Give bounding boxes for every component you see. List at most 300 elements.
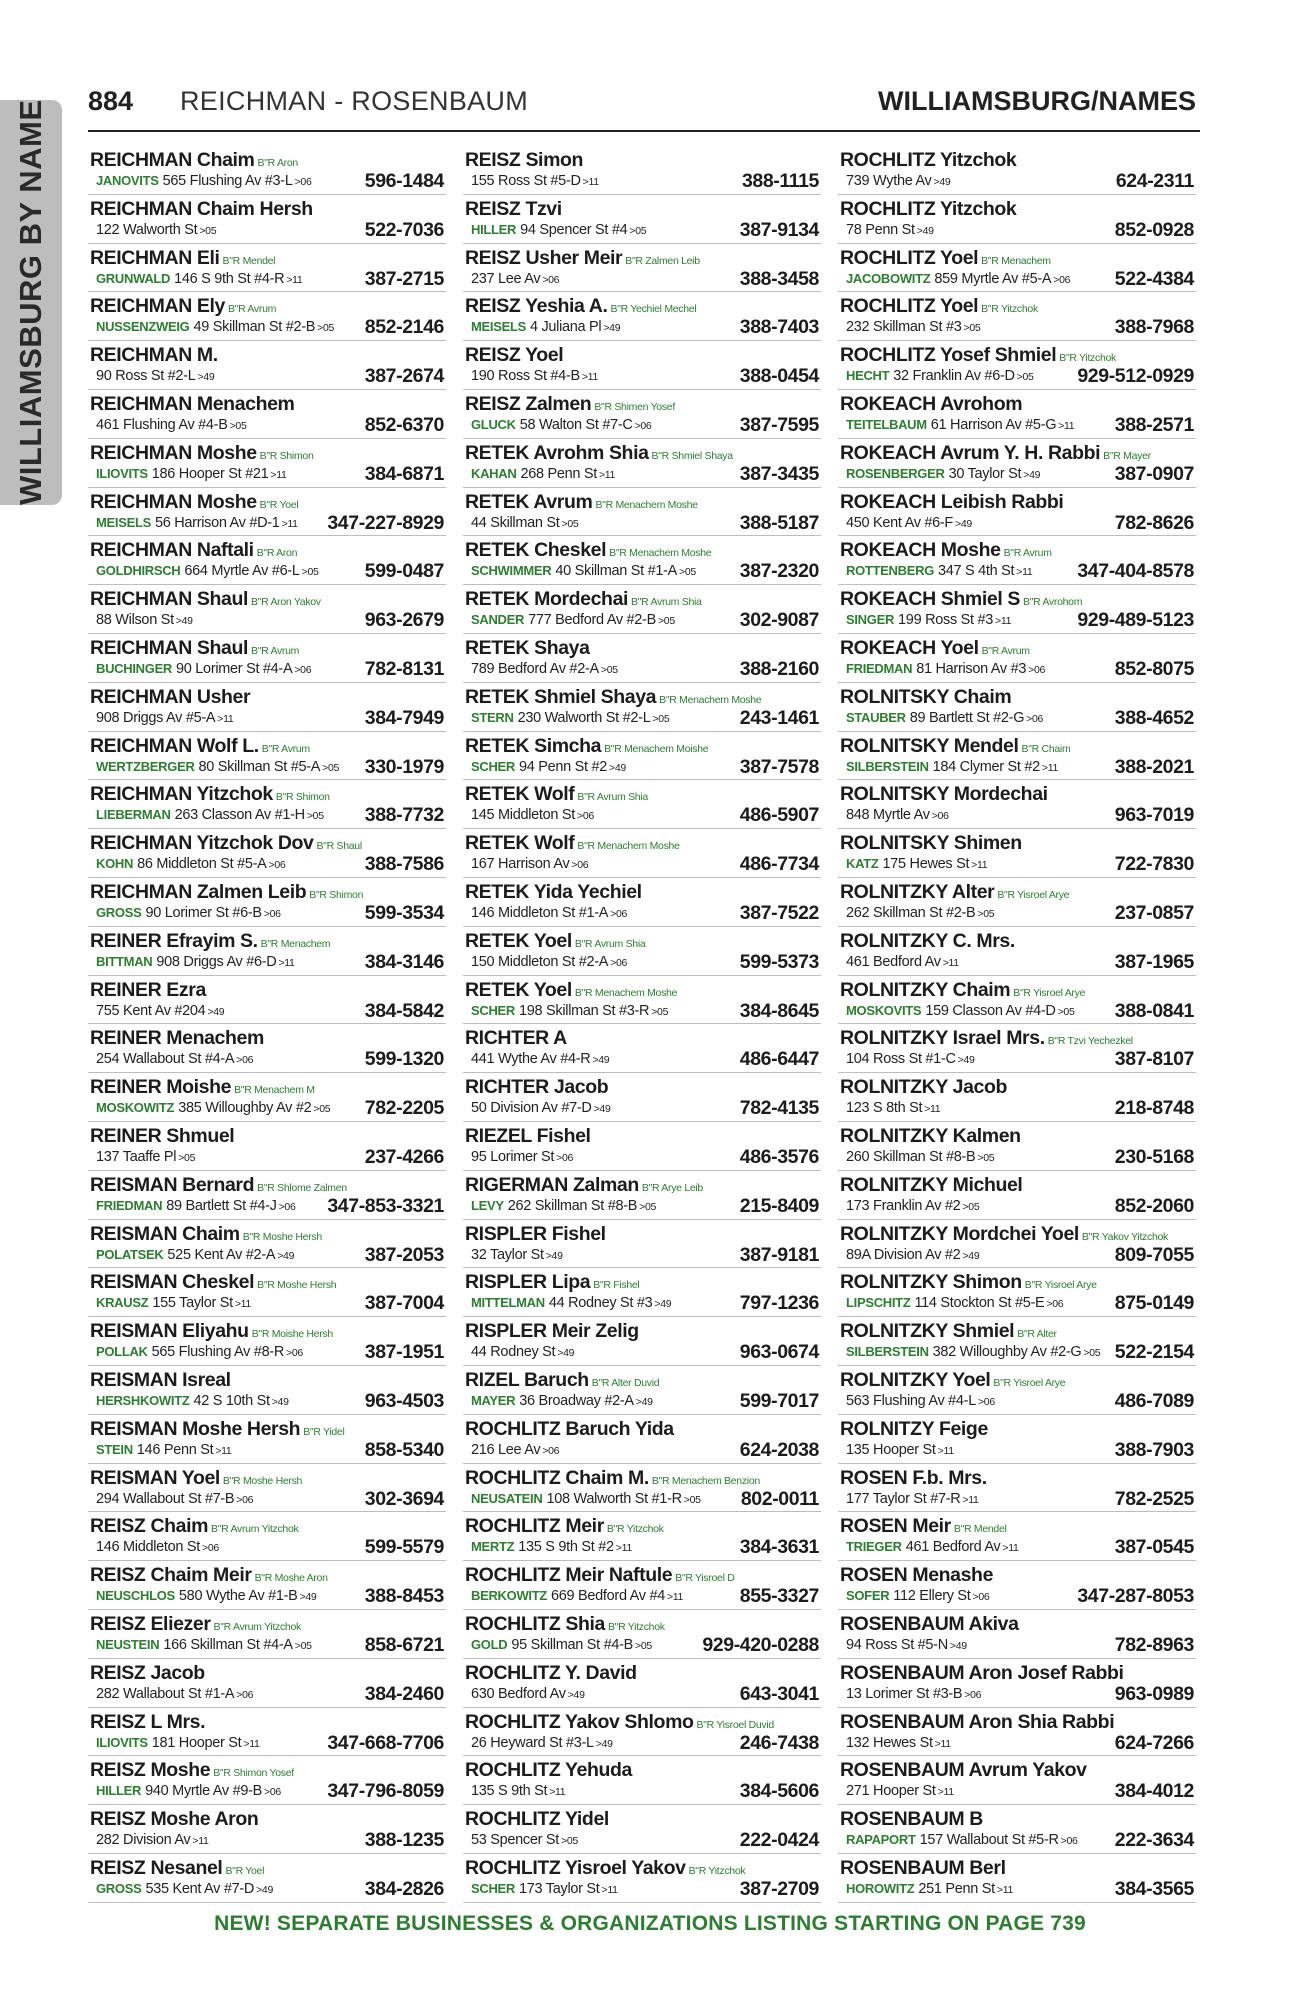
entry-address-line — [96, 1879, 273, 1900]
entry-name: ROSENBAUM Berl — [840, 1856, 1006, 1879]
listing-entry — [463, 634, 821, 683]
entry-alt-surname: MOSKOWITZ — [96, 1100, 175, 1116]
entry-name: ROCHLITZ Yidel — [465, 1808, 609, 1831]
entry-address-line — [846, 757, 1058, 778]
entry-address-line — [471, 269, 559, 290]
column-2 — [463, 146, 821, 1903]
entry-address: 271 Hooper St — [846, 1783, 936, 1800]
entry-name: ROKEACH Avrum Y. H. Rabbi — [840, 441, 1101, 464]
entry-name: ROCHLITZ Yoel — [840, 246, 979, 269]
entry-phone: 486-7089 — [1114, 1389, 1194, 1412]
entry-phone: 388-5187 — [739, 511, 819, 534]
entry-father: B"R Avrum — [1003, 547, 1052, 560]
entry-address: 132 Hewes St — [846, 1734, 933, 1751]
listing-entry — [88, 341, 446, 390]
entry-father: B"R Yisroel Arye — [1013, 986, 1086, 999]
entry-address: 777 Bedford Av #2-B — [528, 612, 656, 629]
entry-address-line — [471, 415, 651, 436]
entry-phone: 387-8107 — [1114, 1048, 1194, 1071]
entry-zip: >49 — [957, 1054, 975, 1067]
entry-address-line — [96, 1293, 251, 1314]
entry-address: 26 Heyward St #3-L — [471, 1734, 594, 1751]
entry-name: REISZ Tzvi — [465, 197, 562, 220]
entry-address-line — [846, 1049, 975, 1070]
entry-phone: 387-1965 — [1114, 950, 1194, 973]
entry-alt-surname: ILIOVITS — [96, 1734, 148, 1750]
entry-address-line — [846, 1293, 1063, 1314]
entry-name: ROCHLITZ Meir Naftule — [465, 1564, 673, 1587]
entry-address: 262 Skillman St #8-B — [507, 1197, 638, 1214]
entry-father: B"R Tzvi Yechezkel — [1047, 1035, 1133, 1048]
entry-phone: 347-668-7706 — [327, 1731, 444, 1754]
entry-phone: 388-7903 — [1114, 1438, 1194, 1461]
entry-alt-surname: RAPAPORT — [846, 1832, 916, 1848]
listing-entry — [838, 439, 1196, 488]
entry-zip: >05 — [294, 1639, 312, 1652]
entry-zip: >11 — [937, 1444, 954, 1457]
page-number: 884 — [88, 86, 134, 116]
entry-address-line — [846, 805, 949, 826]
entry-name: ROCHLITZ Yehuda — [465, 1759, 632, 1782]
entry-father: B"R Shimon — [259, 449, 314, 462]
entry-zip: >49 — [609, 761, 626, 774]
entry-name: REISZ L Mrs. — [90, 1710, 206, 1733]
entry-name: ROSENBAUM Avrum Yakov — [840, 1759, 1087, 1782]
entry-address-line — [471, 1001, 668, 1022]
entry-address-line — [846, 1001, 1075, 1022]
entry-address: 90 Lorimer St #4-A — [176, 660, 293, 677]
entry-zip: >05 — [301, 566, 319, 579]
entry-father: B"R Mendel — [953, 1523, 1007, 1536]
entry-alt-surname: HOROWITZ — [846, 1880, 915, 1896]
entry-name: ROLNITZKY C. Mrs. — [840, 929, 1015, 952]
entry-father: B"R Aron Yakov — [251, 596, 321, 609]
listing-entry — [463, 1024, 821, 1073]
listing-entry — [88, 390, 446, 439]
entry-address-line — [96, 1196, 296, 1217]
entry-father: B"R Shimon — [309, 888, 364, 901]
listing-entry — [88, 146, 446, 195]
entry-address: 441 Wythe Av #4-R — [471, 1051, 591, 1068]
listing-entry — [838, 536, 1196, 585]
entry-zip: >06 — [571, 859, 589, 872]
entry-address-line — [846, 171, 950, 192]
listing-entry — [838, 1024, 1196, 1073]
entry-address-line — [96, 366, 214, 387]
entry-phone: 215-8409 — [739, 1194, 819, 1217]
listing-entry — [838, 1171, 1196, 1220]
listing-entry — [838, 488, 1196, 537]
entry-name: ROCHLITZ Shia — [465, 1612, 605, 1635]
listing-entry — [88, 976, 446, 1025]
entry-alt-surname: MEISELS — [96, 514, 151, 530]
entry-name: REICHMAN Zalmen Leib — [90, 880, 307, 903]
listing-entry — [88, 1268, 446, 1317]
entry-address: 232 Skillman St #3 — [846, 319, 962, 336]
entry-zip: >05 — [679, 566, 696, 579]
listing-entry — [463, 1659, 821, 1708]
entry-phone: 387-9134 — [739, 218, 819, 241]
entry-father: B"R Moshe Aron — [254, 1572, 328, 1585]
entry-alt-surname: LIPSCHITZ — [846, 1295, 911, 1311]
listing-entry — [463, 1561, 821, 1610]
entry-father: B"R Yakov Yitzchok — [1081, 1230, 1168, 1243]
entry-phone: 875-0149 — [1114, 1292, 1194, 1315]
entry-address-line — [846, 1098, 940, 1119]
entry-alt-surname: TEITELBAUM — [846, 416, 927, 432]
entry-phone: 387-0907 — [1114, 462, 1194, 485]
listing-entry — [88, 1708, 446, 1757]
entry-name: REISMAN Isreal — [90, 1368, 231, 1391]
entry-address: 385 Willoughby Av #2 — [178, 1100, 312, 1117]
listing-entry — [463, 1122, 821, 1171]
entry-address-line — [96, 708, 233, 729]
entry-zip: >49 — [592, 1054, 610, 1067]
entry-phone: 929-489-5123 — [1077, 609, 1194, 632]
entry-phone: 387-2320 — [739, 560, 819, 583]
entry-father: B"R Aron — [257, 157, 298, 169]
entry-zip: >11 — [995, 615, 1012, 628]
listing-entry — [838, 585, 1196, 634]
listing-entry — [838, 292, 1196, 341]
entry-phone: 797-1236 — [739, 1292, 819, 1315]
entry-zip: >05 — [651, 1005, 669, 1018]
entry-zip: >49 — [271, 1395, 289, 1408]
entry-name: REISZ Nesanel — [90, 1856, 223, 1879]
entry-phone: 387-2674 — [364, 365, 444, 388]
entry-zip: >05 — [561, 1835, 578, 1848]
listing-entry — [88, 780, 446, 829]
entry-phone: 782-8963 — [1114, 1633, 1194, 1656]
entry-phone: 599-5579 — [364, 1536, 444, 1559]
listing-entry — [88, 488, 446, 537]
entry-address: 282 Division Av — [96, 1832, 191, 1849]
entry-phone: 782-2205 — [364, 1097, 444, 1120]
entry-address-line — [96, 610, 193, 631]
listing-entry — [838, 1659, 1196, 1708]
entry-zip: >11 — [598, 468, 616, 481]
listing-entry — [463, 1854, 821, 1903]
entry-name: ROSENBAUM Aron Shia Rabbi — [840, 1710, 1115, 1733]
entry-zip: >06 — [1028, 663, 1046, 676]
entry-address-line — [471, 1781, 565, 1802]
entry-name: REISZ Usher Meir — [465, 246, 623, 269]
listing-entry — [838, 244, 1196, 293]
entry-alt-surname: STEIN — [96, 1441, 133, 1457]
entry-name: ROSEN Meir — [840, 1515, 951, 1538]
entry-name: ROLNITZY Feige — [840, 1417, 988, 1440]
entry-name: ROSEN Menashe — [840, 1564, 994, 1587]
entry-address: 89 Bartlett St #4-J — [166, 1197, 277, 1214]
entry-zip: >11 — [1041, 761, 1059, 774]
entry-address: 859 Myrtle Av #5-A — [934, 270, 1052, 287]
entry-phone: 802-0011 — [740, 1487, 819, 1510]
entry-father: B"R Moshe Hersh — [242, 1230, 322, 1243]
entry-phone: 486-5907 — [739, 804, 819, 827]
entry-father: B"R Shimen Yosef — [594, 400, 675, 413]
entry-address-line — [96, 1684, 253, 1705]
entry-alt-surname: MEISELS — [471, 319, 526, 335]
listing-entry — [88, 1415, 446, 1464]
listing-entry — [838, 1756, 1196, 1805]
listing-entry — [838, 1317, 1196, 1366]
entry-address: 13 Lorimer St #3-B — [846, 1685, 963, 1702]
entry-phone: 599-0487 — [364, 560, 444, 583]
entry-address: 150 Middleton St #2-A — [471, 953, 609, 970]
entry-address-line — [96, 220, 216, 241]
entry-father: B"R Yitzchok — [606, 1523, 664, 1536]
entry-zip: >06 — [634, 419, 652, 432]
entry-name: ROKEACH Leibish Rabbi — [840, 490, 1064, 513]
entry-alt-surname: MITTELMAN — [471, 1295, 545, 1311]
entry-address-line — [96, 1147, 195, 1168]
entry-father: B"R Shlome Zalmen — [257, 1181, 347, 1194]
entry-zip: >05 — [977, 1151, 995, 1164]
listing-entry — [838, 341, 1196, 390]
name-range: REICHMAN - ROSENBAUM — [180, 86, 529, 116]
entry-name: REINER Shmuel — [90, 1124, 235, 1147]
entry-address: 664 Myrtle Av #6-L — [184, 563, 300, 580]
entry-address: 94 Ross St #5-N — [846, 1636, 948, 1653]
entry-zip: >11 — [615, 1542, 632, 1555]
entry-phone: 384-3631 — [739, 1536, 819, 1559]
entry-address-line — [471, 610, 675, 631]
entry-address-line — [846, 1147, 994, 1168]
entry-zip: >49 — [175, 615, 193, 628]
entry-name: ROCHLITZ Yosef Shmiel — [840, 344, 1057, 367]
entry-father: B"R Avrum — [251, 644, 300, 657]
entry-phone: 624-2038 — [739, 1438, 819, 1461]
listing-entry — [838, 390, 1196, 439]
entry-address: 262 Skillman St #2-B — [846, 904, 976, 921]
entry-name: RIEZEL Fishel — [465, 1124, 591, 1147]
listing-entry — [838, 1415, 1196, 1464]
entry-zip: >11 — [286, 273, 303, 286]
entry-address: 44 Skillman St — [471, 514, 560, 531]
entry-phone: 522-4384 — [1114, 267, 1194, 290]
entry-alt-surname: NEUSATEIN — [471, 1490, 543, 1506]
entry-phone: 522-2154 — [1114, 1341, 1194, 1364]
listing-entry — [463, 390, 821, 439]
entry-address: 347 S 4th St — [938, 563, 1015, 580]
entry-name: RETEK Shaya — [465, 636, 590, 659]
entry-zip: >49 — [593, 1103, 611, 1116]
entry-name: RETEK Avrohm Shia — [465, 441, 649, 464]
listing-entry — [838, 195, 1196, 244]
entry-alt-surname: ROSENBERGER — [846, 465, 945, 481]
listing-entry — [463, 1464, 821, 1513]
entry-father: B"R Menachem Moshe — [595, 498, 698, 511]
entry-phone: 347-796-8059 — [327, 1780, 444, 1803]
entry-name: REICHMAN Wolf L. — [90, 734, 259, 757]
entry-name: REICHMAN Shaul — [90, 588, 248, 611]
entry-alt-surname: KOHN — [96, 856, 134, 872]
entry-phone: 302-9087 — [739, 609, 819, 632]
entry-name: REISZ Yoel — [465, 344, 564, 367]
entry-address: 88 Wilson St — [96, 612, 174, 629]
entry-alt-surname: MAYER — [471, 1392, 516, 1408]
listing-entry — [838, 683, 1196, 732]
entry-zip: >11 — [666, 1591, 684, 1604]
entry-address: 32 Taylor St — [471, 1246, 544, 1263]
entry-name: RISPLER Meir Zelig — [465, 1320, 639, 1343]
entry-phone: 599-5373 — [739, 950, 819, 973]
entry-zip: >05 — [306, 810, 324, 823]
entry-address: 95 Lorimer St — [471, 1148, 555, 1165]
entry-phone: 809-7055 — [1114, 1243, 1194, 1266]
entry-phone: 486-3576 — [739, 1145, 819, 1168]
entry-zip: >06 — [542, 273, 560, 286]
entry-address-line — [471, 1879, 618, 1900]
entry-father: B"R Fishel — [593, 1279, 640, 1292]
listing-entry — [88, 292, 446, 341]
entry-name: ROLNITZKY Mordchei Yoel — [840, 1222, 1079, 1245]
entry-phone: 963-0989 — [1114, 1682, 1194, 1705]
listing-entry — [88, 1366, 446, 1415]
entry-zip: >06 — [542, 1444, 560, 1457]
entry-phone: 852-0928 — [1114, 218, 1194, 241]
entry-zip: >05 — [561, 517, 579, 530]
entry-name: REISZ Moshe — [90, 1759, 211, 1782]
entry-address-line — [96, 903, 281, 924]
entry-zip: >49 — [256, 1883, 273, 1896]
entry-address-line — [96, 1733, 260, 1754]
listing-entry — [88, 195, 446, 244]
entry-phone: 384-2826 — [364, 1877, 444, 1900]
entry-zip: >06 — [1053, 273, 1071, 286]
listing-entry — [838, 1268, 1196, 1317]
entry-address: 44 Rodney St #3 — [548, 1295, 653, 1312]
entry-phone: 522-7036 — [364, 218, 444, 241]
entry-address: 167 Harrison Av — [471, 856, 570, 873]
entry-zip: >05 — [1057, 1005, 1075, 1018]
entry-phone: 384-5842 — [364, 999, 444, 1022]
entry-address-line — [471, 1537, 632, 1558]
entry-address-line — [471, 1196, 656, 1217]
entry-name: ROSENBAUM B — [840, 1808, 983, 1831]
entry-phone: 858-6721 — [364, 1633, 444, 1656]
listing-entry — [838, 829, 1196, 878]
entry-father: B"R Avrum — [227, 303, 277, 316]
entry-father: B"R Yisroel D — [675, 1572, 735, 1585]
entry-name: REICHMAN Moshe — [90, 441, 257, 464]
entry-zip: >06 — [294, 176, 312, 188]
entry-address: 104 Ross St #1-C — [846, 1051, 956, 1068]
entry-phone: 384-4012 — [1114, 1780, 1194, 1803]
entry-address: 94 Penn St #2 — [519, 758, 608, 775]
listing-entry — [463, 439, 821, 488]
entry-name: ROKEACH Avrohom — [840, 392, 1023, 415]
entry-father: B"R Menachem Moishe — [604, 742, 709, 755]
entry-father: B"R Mendel — [222, 254, 276, 267]
entry-phone: 387-0545 — [1114, 1536, 1194, 1559]
entry-father: B"R Yoel — [259, 498, 299, 511]
listing-entry — [838, 878, 1196, 927]
entry-father: B"R Yitzchok — [688, 1864, 746, 1877]
listing-entry — [88, 1464, 446, 1513]
entry-address-line — [96, 1489, 253, 1510]
entry-address: 216 Lee Av — [471, 1441, 541, 1458]
entry-alt-surname: SOFER — [846, 1588, 890, 1604]
entry-zip: >05 — [1016, 371, 1034, 384]
entry-address-line — [846, 708, 1043, 729]
entry-alt-surname: SCHER — [471, 1880, 516, 1896]
entry-address-line — [846, 561, 1032, 582]
entry-address-line — [471, 1586, 683, 1607]
listing-entry — [463, 1415, 821, 1464]
entry-alt-surname: STERN — [471, 709, 514, 725]
entry-address-line — [471, 1733, 613, 1754]
entry-zip: >49 — [933, 176, 951, 188]
listing-entry — [838, 976, 1196, 1025]
listing-entry — [88, 585, 446, 634]
entry-alt-surname: KAHAN — [471, 465, 517, 481]
entry-address: 177 Taylor St #7-R — [846, 1490, 961, 1507]
entry-alt-surname: MOSKOVITS — [846, 1002, 922, 1018]
entry-address-line — [471, 1342, 574, 1363]
entry-name: REICHMAN Chaim — [90, 149, 255, 171]
entry-address: 145 Middleton St — [471, 807, 576, 824]
entry-alt-surname: HECHT — [846, 368, 890, 384]
entry-address-line — [846, 1830, 1078, 1851]
entry-phone: 388-2160 — [739, 657, 819, 680]
entry-phone: 388-2021 — [1114, 755, 1194, 778]
entry-address-line — [471, 366, 598, 387]
entry-name: ROLNITZKY Shimon — [840, 1271, 1022, 1294]
entry-alt-surname: GOLDHIRSCH — [96, 563, 181, 579]
entry-father: B"R Avrum Shia — [577, 791, 648, 804]
entry-zip: >49 — [299, 1591, 317, 1604]
entry-address-line — [96, 561, 319, 582]
entry-address: 198 Skillman St #3-R — [519, 1002, 650, 1019]
entry-father: B"R Shimon — [275, 791, 330, 804]
listing-entry — [88, 1805, 446, 1854]
page-header — [88, 86, 1200, 132]
listing-entry — [463, 488, 821, 537]
entry-phone: 599-1320 — [364, 1048, 444, 1071]
entry-name: REISZ Eliezer — [90, 1612, 211, 1635]
entry-zip: >06 — [1026, 712, 1044, 725]
entry-address-line — [96, 1586, 316, 1607]
entry-address: 268 Penn St — [520, 465, 597, 482]
entry-address: 146 Middleton St — [96, 1539, 201, 1556]
entry-name: REICHMAN Yitzchok Dov — [90, 832, 314, 855]
entry-phone: 387-1951 — [364, 1341, 444, 1364]
entry-zip: >49 — [277, 1249, 295, 1262]
entry-zip: >05 — [629, 224, 647, 237]
entry-zip: >11 — [243, 1737, 260, 1750]
listing-entry — [463, 829, 821, 878]
entry-phone: 388-0454 — [739, 365, 819, 388]
entry-father: B"R Yitzchok — [1059, 352, 1116, 365]
entry-phone: 347-227-8929 — [327, 511, 444, 534]
entry-address-line — [96, 1830, 209, 1851]
entry-address: 175 Hewes St — [882, 856, 970, 873]
entry-phone: 237-0857 — [1114, 901, 1194, 924]
listing-entry — [88, 829, 446, 878]
entry-name: REISZ Chaim Meir — [90, 1564, 252, 1587]
entry-address-line — [471, 561, 696, 582]
entry-zip: >06 — [263, 907, 281, 920]
entry-name: ROCHLITZ Baruch Yida — [465, 1417, 674, 1440]
entry-alt-surname: MERTZ — [471, 1539, 515, 1555]
entry-address: 237 Lee Av — [471, 270, 541, 287]
entry-name: ROLNITZKY Kalmen — [840, 1124, 1021, 1147]
entry-name: REICHMAN Menachem — [90, 392, 295, 415]
listing-entry — [838, 1854, 1196, 1903]
entry-name: RETEK Wolf — [465, 832, 575, 855]
entry-address-line — [96, 317, 334, 338]
